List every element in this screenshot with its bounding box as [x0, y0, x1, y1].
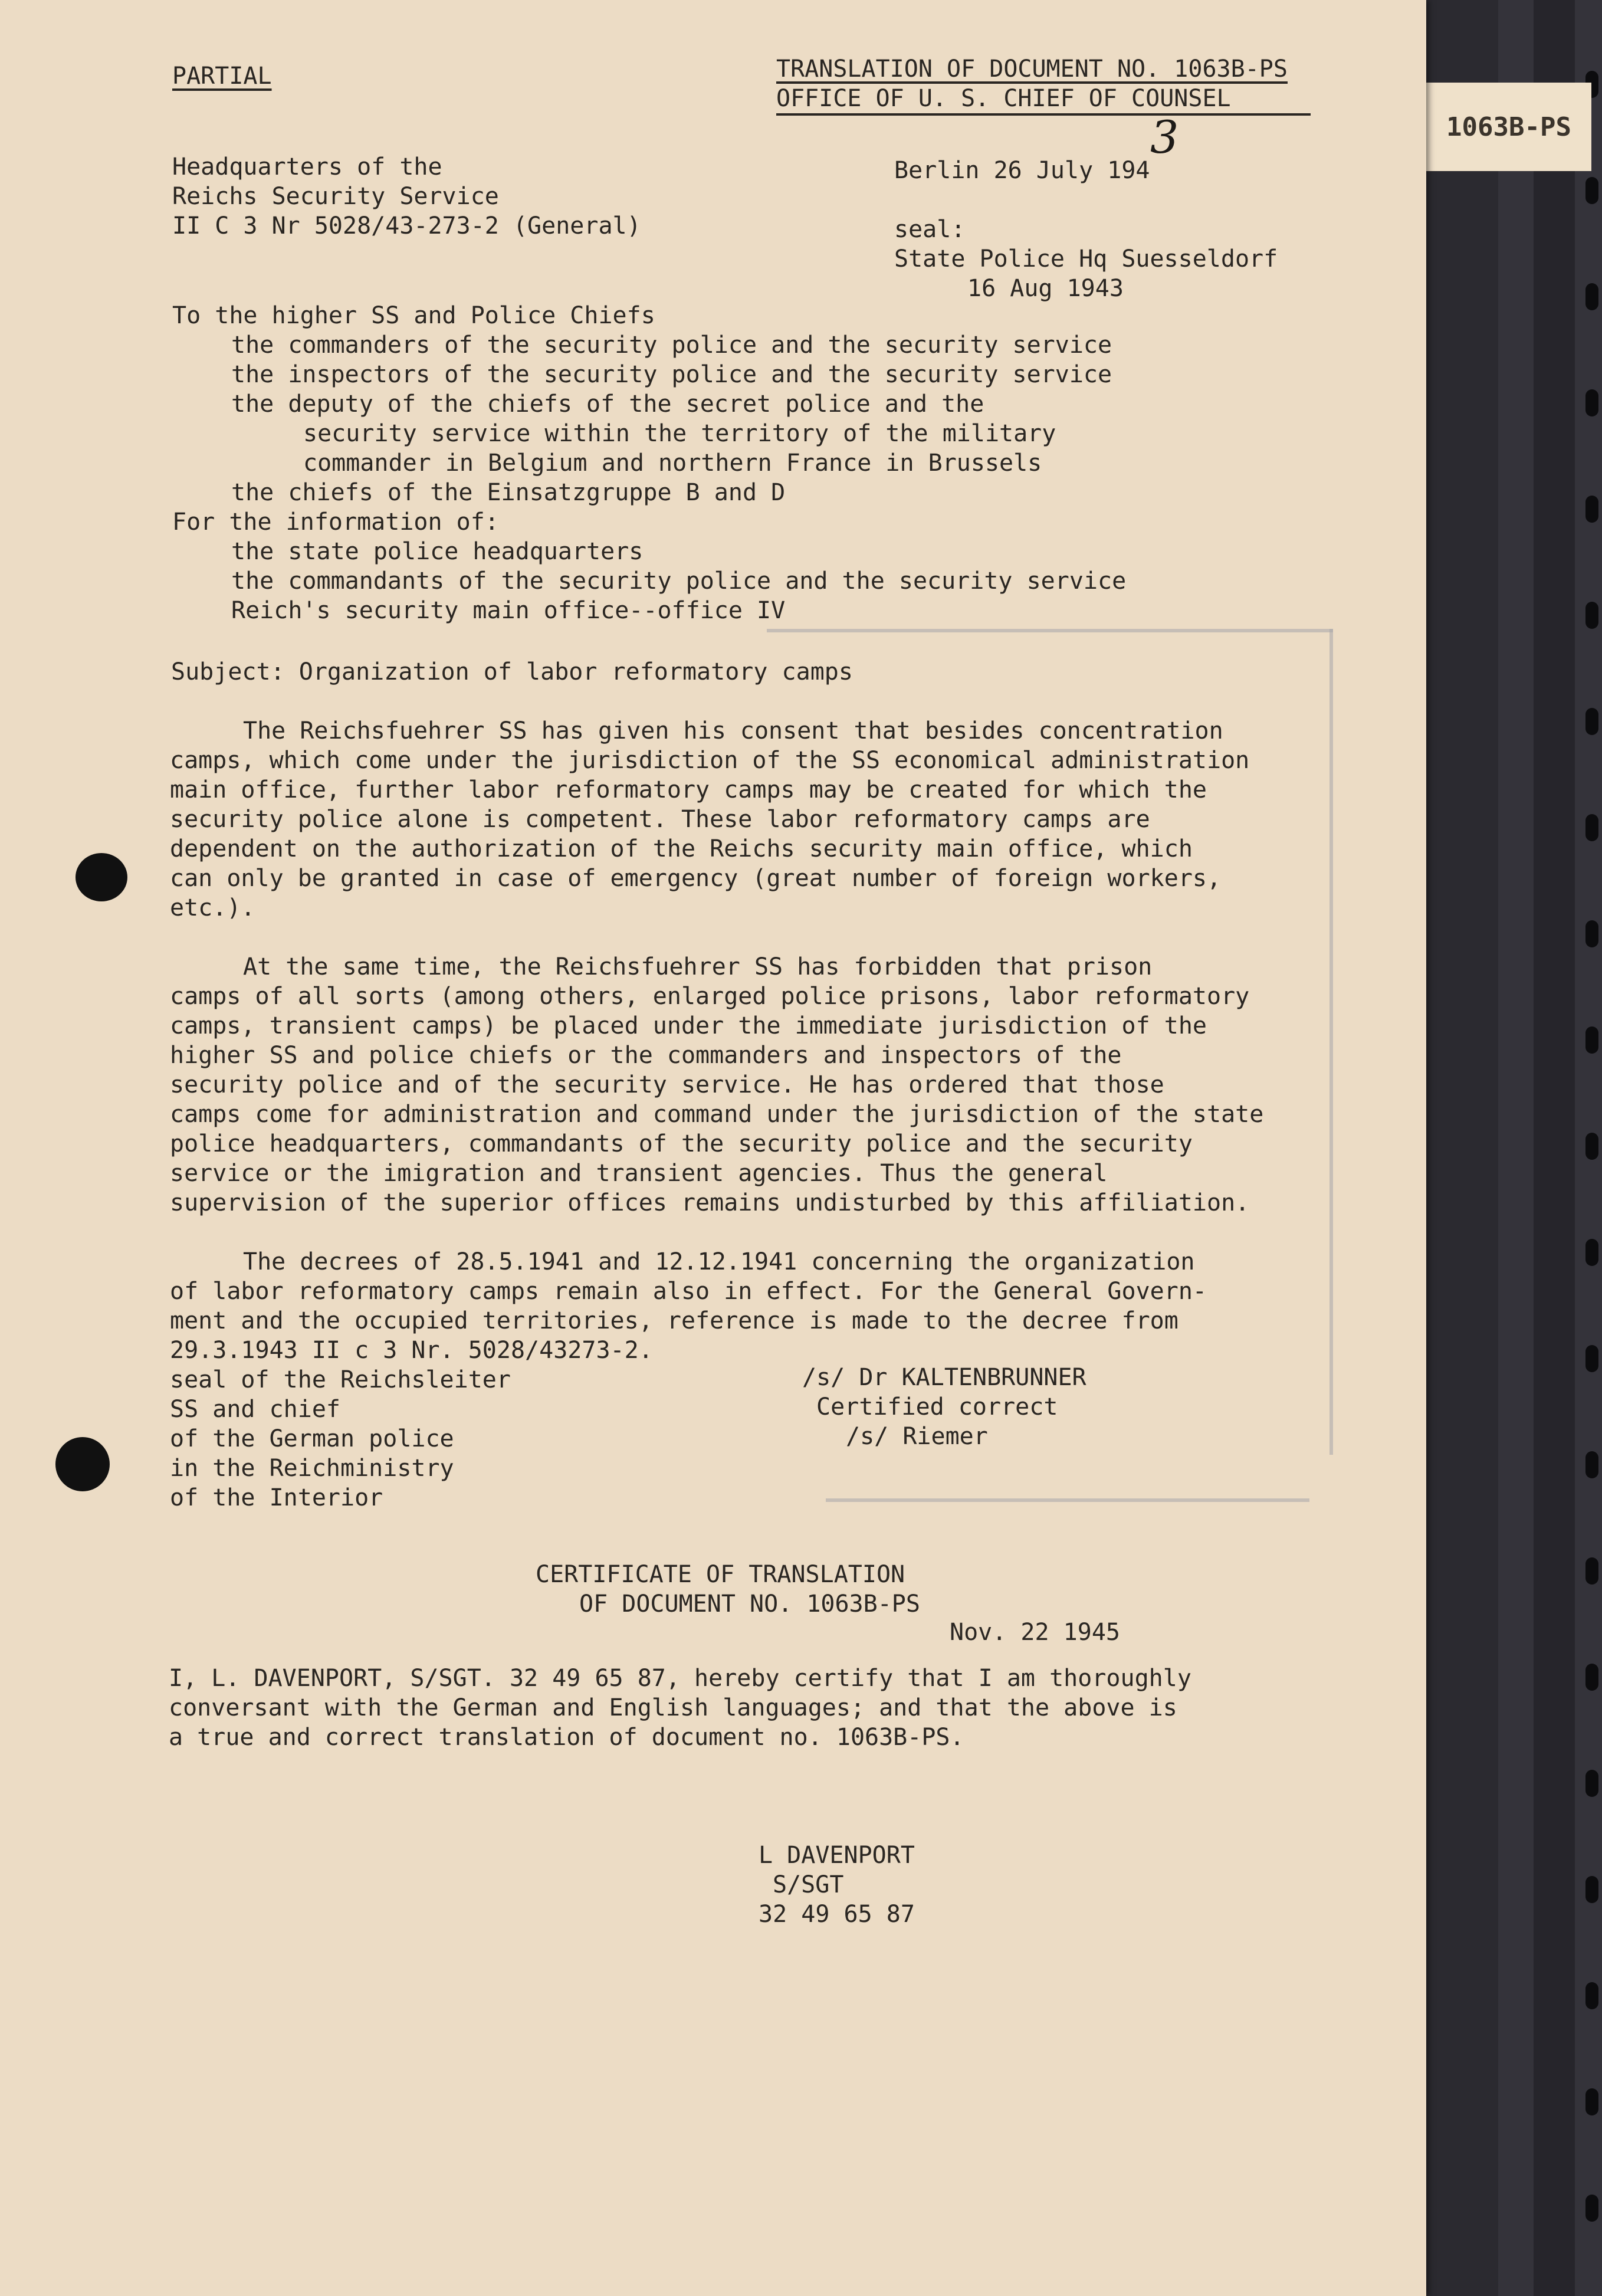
paragraph-2-line: camps of all sorts (among others, enlarged police prisons, labor reformatory: [170, 983, 1250, 1010]
binder-hole: [1585, 1451, 1598, 1478]
paragraph-3-line: The decrees of 28.5.1941 and 12.12.1941 concerning the organization: [243, 1248, 1195, 1275]
paragraph-2-line: supervision of the superior offices remains undisturbed by this affiliation.: [170, 1189, 1250, 1216]
paragraph-3-line: of labor reformatory camps remain also in effect. For the General Govern-: [170, 1278, 1207, 1305]
paragraph-2-line: police headquarters, commandants of the security police and the security: [170, 1130, 1193, 1157]
addressee-line: Reich's security main office--office IV: [231, 597, 786, 624]
addressee-to: To the higher SS and Police Chiefs: [172, 302, 655, 329]
binder-hole: [1585, 1026, 1598, 1054]
binder-hole: [1585, 1664, 1598, 1691]
paragraph-1-line: etc.).: [170, 894, 255, 921]
stamp-box-top: [767, 629, 1333, 632]
translator-name: L DAVENPORT: [759, 1842, 915, 1869]
binder-hole: [1585, 389, 1598, 416]
seal-office: State Police Hq Suesseldorf: [894, 245, 1278, 273]
translator-serial: 32 49 65 87: [759, 1901, 915, 1928]
paragraph-1-line: The Reichsfuehrer SS has given his consent that besides concentration: [243, 717, 1223, 744]
addressee-line: commander in Belgium and northern France in Brussels: [303, 450, 1042, 477]
certificate-document-number: OF DOCUMENT NO. 1063B-PS: [579, 1590, 920, 1618]
seal-block-line: of the Interior: [170, 1484, 383, 1511]
paragraph-2-line: service or the imigration and transient agencies. Thus the general: [170, 1160, 1108, 1187]
sender-reference: II C 3 Nr 5028/43-273-2 (General): [172, 212, 641, 240]
binder-hole: [1585, 1982, 1598, 2009]
binder-hole: [1585, 602, 1598, 629]
seal-block-line: of the German police: [170, 1425, 454, 1452]
paragraph-1-line: can only be granted in case of emergency (great number of foreign workers,: [170, 865, 1222, 892]
paragraph-1-line: security police alone is competent. These labor reformatory camps are: [170, 806, 1150, 833]
seal-block-line: SS and chief: [170, 1396, 340, 1423]
paragraph-1-line: camps, which come under the jurisdiction of the SS economical administration: [170, 747, 1250, 774]
addressee-line: the chiefs of the Einsatzgruppe B and D: [231, 479, 786, 506]
paragraph-2-line: At the same time, the Reichsfuehrer SS has forbidden that prison: [243, 953, 1153, 980]
addressee-line: the commandants of the security police and the security service: [231, 568, 1127, 595]
paragraph-1-line: main office, further labor reformatory camps may be created for which the: [170, 776, 1207, 803]
paragraph-2-line: higher SS and police chiefs or the commanders and inspectors of the: [170, 1042, 1122, 1069]
binder-hole: [1585, 1345, 1598, 1372]
binder-hole: [1585, 920, 1598, 947]
seal-block-line: in the Reichministry: [170, 1455, 454, 1482]
binder-hole: [1585, 2088, 1598, 2115]
certified-correct: Certified correct: [816, 1393, 1058, 1421]
paragraph-2-line: camps come for administration and command under the jurisdiction of the state: [170, 1101, 1264, 1128]
riemer-signature: /s/ Riemer: [846, 1423, 988, 1450]
translator-rank: S/SGT: [773, 1871, 844, 1898]
addressee-line: the commanders of the security police and the security service: [231, 332, 1112, 359]
certificate-body-line: conversant with the German and English languages; and that the above is: [169, 1694, 1177, 1721]
seal-label: seal:: [894, 216, 966, 243]
paragraph-3-line: 29.3.1943 II c 3 Nr. 5028/43273-2.: [170, 1337, 653, 1364]
stamp-box-right: [1329, 629, 1333, 1455]
paragraph-2-line: security police and of the security service. He has ordered that those: [170, 1071, 1164, 1098]
stamp-box-bottom: [826, 1498, 1309, 1502]
addressee-line: security service within the territory of the military: [303, 420, 1056, 447]
paragraph-2-line: camps, transient camps) be placed under the immediate jurisdiction of the: [170, 1012, 1207, 1039]
addressee-line: the state police headquarters: [231, 538, 644, 565]
seal-date: 16 Aug 1943: [967, 275, 1124, 302]
binder-hole: [1585, 1239, 1598, 1266]
binder-hole: [1585, 708, 1598, 735]
addressee-line: the deputy of the chiefs of the secret police and the: [231, 391, 984, 418]
binder-strip: [1534, 0, 1575, 2296]
certificate-title: CERTIFICATE OF TRANSLATION: [536, 1561, 905, 1588]
punch-hole-blot: [75, 853, 127, 901]
binder-hole: [1585, 177, 1598, 204]
header-rule: [776, 113, 1311, 116]
translation-title: TRANSLATION OF DOCUMENT NO. 1063B-PS: [776, 55, 1288, 83]
paragraph-1-line: dependent on the authorization of the Reichs security main office, which: [170, 835, 1193, 862]
sender-line-2: Reichs Security Service: [172, 183, 499, 210]
sender-line-1: Headquarters of the: [172, 153, 442, 181]
punch-hole-blot: [55, 1437, 110, 1491]
document-tab-label: 1063B-PS: [1426, 83, 1591, 171]
handwritten-year-digit: 3: [1150, 111, 1179, 163]
document-date: Berlin 26 July 194: [894, 157, 1150, 184]
certificate-body-line: I, L. DAVENPORT, S/SGT. 32 49 65 87, hereby certify that I am thoroughly: [169, 1665, 1191, 1692]
seal-block-line: seal of the Reichsleiter: [170, 1366, 511, 1393]
binder-hole: [1585, 496, 1598, 523]
addressee-line: the inspectors of the security police and the security service: [231, 361, 1112, 388]
for-information-label: For the information of:: [172, 509, 499, 536]
partial-label: PARTIAL: [172, 63, 272, 90]
binder-hole: [1585, 1133, 1598, 1160]
binder-hole: [1585, 1770, 1598, 1797]
kaltenbrunner-signature: /s/ Dr KALTENBRUNNER: [802, 1364, 1086, 1391]
office-title: OFFICE OF U. S. CHIEF OF COUNSEL: [776, 85, 1231, 112]
binder-hole: [1585, 2195, 1598, 2222]
certificate-date: Nov. 22 1945: [950, 1619, 1120, 1646]
paragraph-3-line: ment and the occupied territories, reference is made to the decree from: [170, 1307, 1178, 1334]
binder-hole: [1585, 283, 1598, 310]
subject-line: Subject: Organization of labor reformatory camps: [171, 658, 853, 685]
binder-hole: [1585, 1876, 1598, 1903]
certificate-body-line: a true and correct translation of document no. 1063B-PS.: [169, 1724, 964, 1751]
binder-hole: [1585, 814, 1598, 841]
binder-hole: [1585, 1557, 1598, 1585]
